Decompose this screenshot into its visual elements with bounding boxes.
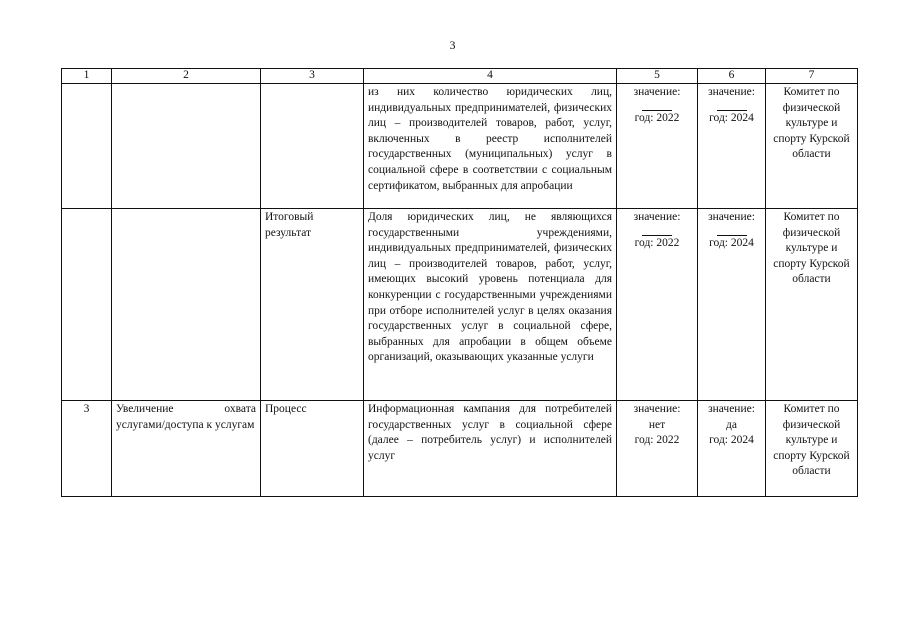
header-col-1: 1 (62, 69, 112, 84)
target-value-cell (698, 84, 766, 209)
row-number: 3 (62, 401, 112, 497)
task-cell: Увеличение охвата услугами/доступа к услугам (112, 401, 261, 497)
base-value-cell (617, 84, 698, 209)
table-row (62, 84, 858, 209)
header-col-3: 3 (261, 69, 364, 84)
target-year: год: 2024 (709, 236, 754, 249)
base-value-blank (621, 226, 693, 236)
description-cell: из них количество юридических лиц, индивидуальных предпринимателей, физических лиц – производителей товаров, работ, услуг, включенных в реестр исполнителей государственных (муниципальных) услуг в социальной сфере в соответствии с социальным сертификатом, выбранных для апробации (364, 84, 617, 209)
responsible-cell: Комитет по физической культуре и спорту Курской области (766, 209, 858, 401)
task-cell (112, 209, 261, 401)
base-year: год: 2022 (634, 236, 680, 249)
base-value-cell (617, 209, 698, 401)
responsible-cell: Комитет по физической культуре и спорту Курской области (766, 401, 858, 497)
type-cell: Итоговый результат (261, 209, 364, 401)
target-value-blank (702, 226, 761, 236)
table-row (62, 209, 858, 401)
target-value-label: значение: (708, 86, 755, 98)
header-col-7: 7 (766, 69, 858, 84)
base-value: нет (648, 418, 666, 431)
row-number (62, 84, 112, 209)
header-row (62, 69, 858, 84)
responsible-cell: Комитет по физической культуре и спорту Курской области (766, 84, 858, 209)
header-col-4: 4 (364, 69, 617, 84)
type-cell (261, 84, 364, 209)
target-value-cell (698, 209, 766, 401)
page-number: 3 (449, 38, 456, 52)
base-year: год: 2022 (634, 434, 680, 447)
header-col-6: 6 (698, 69, 766, 84)
row-number (62, 209, 112, 401)
description-cell: Информационная кампания для потребителей государственных услуг в социальной сфере (далее – потребитель услуг) и исполнителей услуг (364, 401, 617, 497)
target-year: год: 2024 (709, 434, 754, 447)
description-cell: Доля юридических лиц, не являющихся государственными учреждениями, индивидуальных предпринимателей, физических лиц – производителей товаров, работ, услуг, имеющих высокий уровень потенциала для конкуренции с государственными учреждениями при отборе исполнителей услуг в целях оказания государственных услуг в социальной сфере, выбранных для апробации в общем объеме организаций, оказывающих указанные услуги (364, 209, 617, 401)
header-col-2: 2 (112, 69, 261, 84)
base-value-label: значение: (633, 86, 681, 98)
base-value-cell (617, 401, 698, 497)
base-value-blank (621, 101, 693, 111)
type-cell: Процесс (261, 401, 364, 497)
measures-table (61, 68, 858, 497)
target-value-label: значение: (708, 211, 755, 223)
target-value-label: значение: (708, 403, 755, 415)
target-year: год: 2024 (709, 111, 754, 124)
target-value-cell (698, 401, 766, 497)
target-value: да (726, 418, 737, 431)
target-value-blank (702, 101, 761, 111)
base-year: год: 2022 (634, 111, 680, 124)
base-value-label: значение: (633, 403, 681, 415)
header-col-5: 5 (617, 69, 698, 84)
task-cell (112, 84, 261, 209)
base-value-label: значение: (633, 211, 681, 223)
table-row (62, 401, 858, 497)
